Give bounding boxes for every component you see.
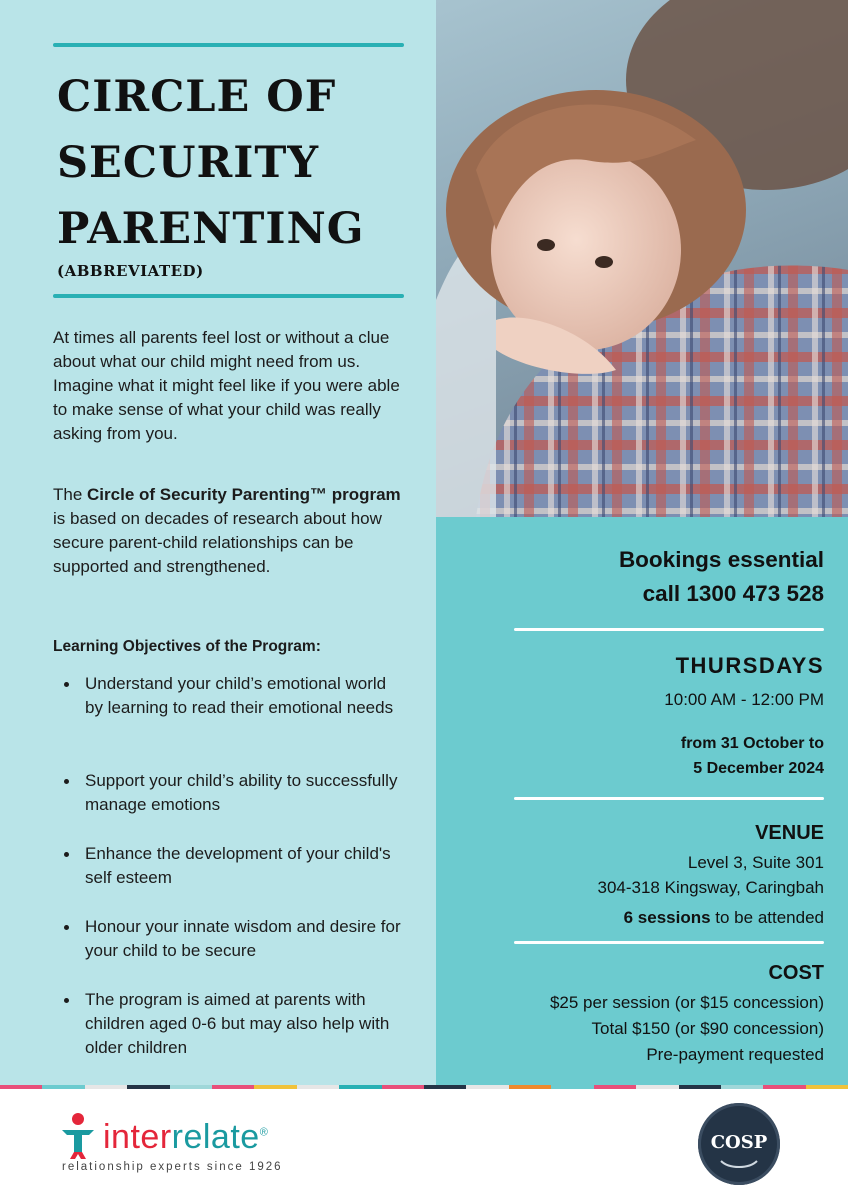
cosp-badge-text: COSP bbox=[710, 1132, 768, 1153]
info-divider bbox=[514, 941, 824, 944]
objective-item: The program is aimed at parents with children aged 0-6 but may also help with older children bbox=[53, 988, 405, 1060]
sessions-note: 6 sessions to be attended bbox=[623, 908, 824, 927]
objective-item: Support your child’s ability to successfully manage emotions bbox=[53, 769, 405, 842]
cost-details: $25 per session (or $15 concession) Total $150 (or $90 concession) Pre-payment requested bbox=[549, 993, 824, 1064]
interrelate-logo[interactable]: interrelate® bbox=[103, 1118, 269, 1156]
cost-heading: COST bbox=[768, 962, 824, 984]
program-name: Circle of Security Parenting™ program bbox=[87, 485, 401, 504]
page-title: CIRCLE OF SECURITY PARENTING bbox=[57, 72, 365, 254]
objective-item: Understand your child’s emotional world by learning to read their emotional needs bbox=[53, 672, 405, 769]
objective-item: Enhance the development of your child's self esteem bbox=[53, 842, 405, 915]
interrelate-figure-icon bbox=[58, 1112, 98, 1160]
page-subtitle: (ABBREVIATED) bbox=[57, 262, 204, 280]
bookings-block bbox=[619, 543, 824, 611]
bookings-heading: Bookings essential bbox=[618, 547, 824, 572]
title-top-rule bbox=[53, 43, 404, 47]
info-divider bbox=[514, 797, 824, 800]
info-divider bbox=[514, 628, 824, 631]
parent-hugging-child-image bbox=[436, 0, 848, 517]
schedule-dates: from 31 October to 5 December 2024 bbox=[680, 735, 824, 777]
objectives-heading: Learning Objectives of the Program: bbox=[53, 638, 321, 655]
hero-photo bbox=[436, 0, 848, 517]
program-paragraph: The Circle of Security Parenting™ program is based on decades of research about how secure parent-child relationships can be supported and strengthened. bbox=[53, 485, 401, 576]
schedule-time: 10:00 AM - 12:00 PM bbox=[664, 690, 824, 709]
title-bottom-rule bbox=[53, 294, 404, 298]
bookings-phone[interactable]: call 1300 473 528 bbox=[642, 581, 824, 606]
schedule-day: THURSDAYS bbox=[675, 653, 824, 678]
venue-heading: VENUE bbox=[755, 822, 824, 844]
cosp-badge bbox=[698, 1103, 780, 1185]
intro-paragraph: At times all parents feel lost or without a clue about what our child might need from us. Imagine what it might feel like if you were able to make sense of what your child was really asking from you. bbox=[53, 328, 400, 443]
venue-address: Level 3, Suite 301 304-318 Kingsway, Caringbah bbox=[597, 853, 824, 897]
objective-item: Honour your innate wisdom and desire for your child to be secure bbox=[53, 915, 405, 988]
interrelate-tagline: relationship experts since 1926 bbox=[62, 1161, 283, 1173]
hands-icon bbox=[719, 1157, 759, 1171]
objectives-list bbox=[53, 672, 405, 1060]
